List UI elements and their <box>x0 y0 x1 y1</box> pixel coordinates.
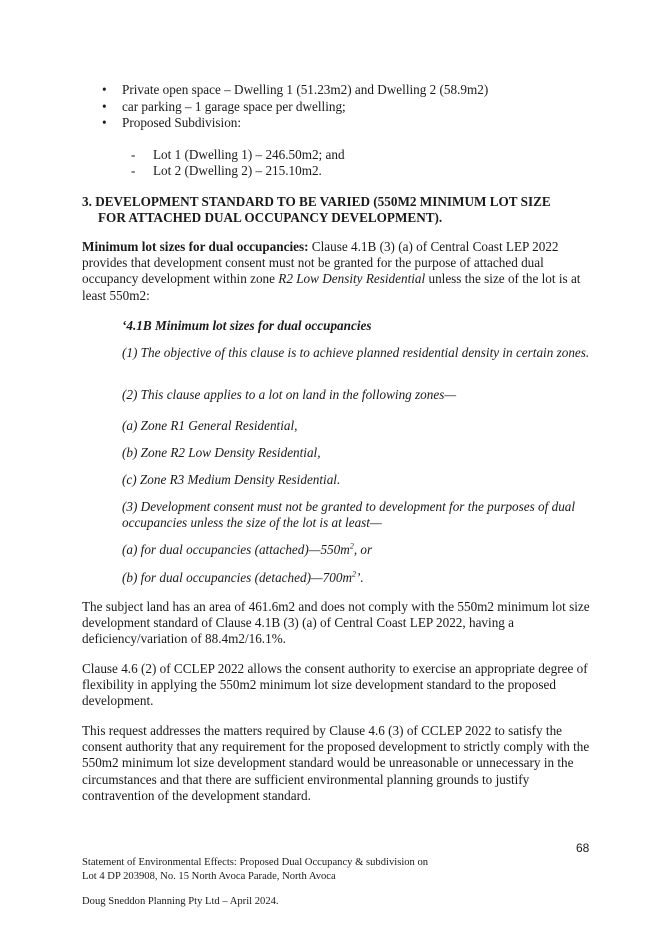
clause-detached <box>122 570 600 586</box>
list-item: • Private open space – Dwelling 1 (51.23m2) and Dwelling 2 (58.9m2) <box>82 82 488 99</box>
intro-bold-lead: Minimum lot sizes for dual occupancies: <box>82 239 309 254</box>
development-details-list <box>82 82 488 132</box>
section-heading-line1: 3. DEVELOPMENT STANDARD TO BE VARIED (550M2 MINIMUM LOT SIZE <box>82 194 551 209</box>
clause-detached-text: (b) for dual occupancies (detached)—700m <box>122 570 352 585</box>
clause-title: ‘4.1B Minimum lot sizes for dual occupancies <box>122 318 372 333</box>
intro-paragraph <box>82 239 602 304</box>
clause-zone-b: (b) Zone R2 Low Density Residential, <box>122 445 321 460</box>
variation-paragraph: The subject land has an area of 461.6m2 and does not comply with the 550m2 minimum lot size development standard of Clause 4.1B (3) (a) of Central Coast LEP 2022, having a deficiency/variation of 88.4m2/16.1%. <box>82 599 590 647</box>
clause-objective: (1) The objective of this clause is to achieve planned residential density in certain zones. <box>122 345 590 360</box>
clause-attached-text: (a) for dual occupancies (attached)—550m <box>122 542 350 557</box>
request-paragraph: This request addresses the matters required by Clause 4.6 (3) of CCLEP 2022 to satisfy the consent authority that any requirement for the proposed development to strictly comply with the 550m2 minimum lot size development standard would be unreasonable or unnecessary in the circumstances and that there are sufficient environmental planning grounds to justify contravention of the development standard. <box>82 723 590 803</box>
clause-consent: (3) Development consent must not be granted to development for the purposes of dual occupancies unless the size of the lot is at least— <box>122 499 576 531</box>
list-item: • Proposed Subdivision: <box>82 115 488 132</box>
superscript: 2 <box>349 541 354 551</box>
section-heading-line2: FOR ATTACHED DUAL OCCUPANCY DEVELOPMENT). <box>98 210 443 226</box>
footer-line1: Statement of Environmental Effects: Proposed Dual Occupancy & subdivision on <box>82 857 429 868</box>
list-item: - Lot 1 (Dwelling 1) – 246.50m2; and <box>131 147 345 163</box>
clause-applies: (2) This clause applies to a lot on land in the following zones— <box>122 387 457 402</box>
zone-name: R2 Low Density Residential <box>278 271 426 287</box>
list-item: • car parking – 1 garage space per dwelling; <box>82 99 488 116</box>
flexibility-paragraph: Clause 4.6 (2) of CCLEP 2022 allows the consent authority to exercise an appropriate degree of flexibility in applying the 550m2 minimum lot size development standard to the proposed development. <box>82 661 588 709</box>
list-item: - Lot 2 (Dwelling 2) – 215.10m2. <box>131 163 345 179</box>
section-heading <box>82 194 602 227</box>
subdivision-lots-list <box>131 147 345 179</box>
footer-line2: Lot 4 DP 203908, No. 15 North Avoca Parade, North Avoca <box>82 871 336 882</box>
clause-attached <box>122 542 600 558</box>
footer-line3: Doug Sneddon Planning Pty Ltd – April 2024. <box>82 896 279 907</box>
page-number: 68 <box>576 841 590 855</box>
intro-text-end: unless the size of the lot is at least 550m2: <box>82 271 581 303</box>
clause-zone-a: (a) Zone R1 General Residential, <box>122 418 298 433</box>
intro-text: Clause 4.1B (3) (a) of Central Coast LEP 2022 provides that development consent must not be granted for the purpose of attached dual occupancy development within zone <box>82 239 559 287</box>
clause-detached-end: ’. <box>356 570 364 585</box>
clause-attached-end: , or <box>353 542 373 557</box>
clause-zone-c: (c) Zone R3 Medium Density Residential. <box>122 472 341 487</box>
superscript: 2 <box>352 569 356 579</box>
